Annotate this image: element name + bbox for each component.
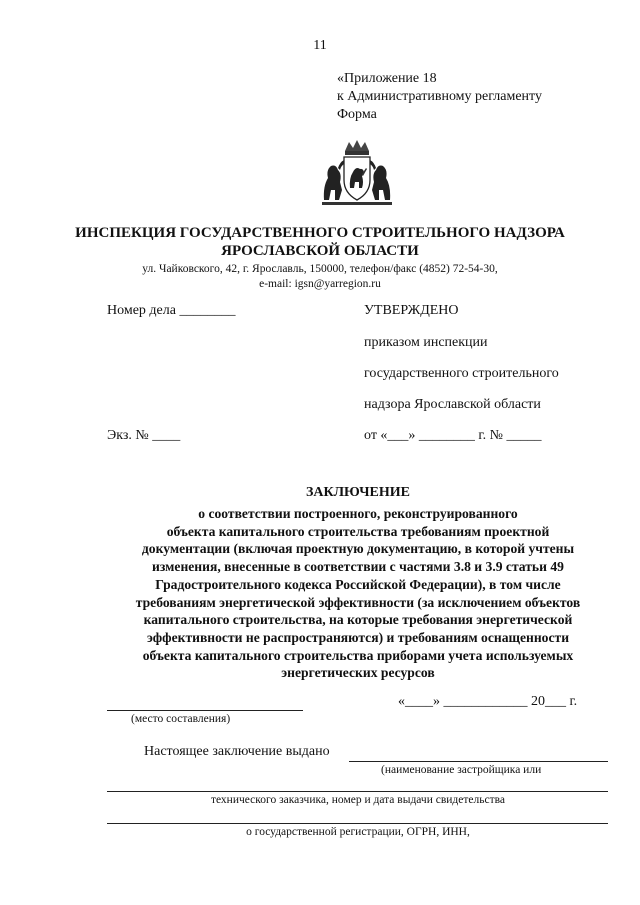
- appendix-header: [337, 70, 542, 124]
- approval-date-line: от «___» ________ г. № _____: [364, 428, 542, 443]
- approval-line-2: государственного строительного: [364, 366, 559, 381]
- issued-to-caption-2: технического заказчика, номер и дата выдачи свидетельства: [210, 794, 506, 806]
- organization-name-line-1: ИНСПЕКЦИЯ ГОСУДАРСТВЕННОГО СТРОИТЕЛЬНОГО НАДЗОРА: [75, 225, 565, 241]
- issued-to-field-line-2[interactable]: [107, 791, 608, 792]
- conclusion-line: изменения, внесенные в соответствии с частями 3.8 и 3.9 статьи 49: [152, 559, 564, 575]
- conclusion-subject: [0, 505, 640, 682]
- approval-line-1: приказом инспекции: [364, 335, 488, 350]
- issued-to-label: Настоящее заключение выдано: [144, 744, 330, 759]
- conclusion-line: эффективности не распространяются) и требованиям оснащенности: [146, 629, 570, 645]
- conclusion-line: о соответствии построенного, реконструированного: [198, 506, 518, 521]
- issued-to-field-line-3[interactable]: [107, 823, 608, 824]
- page-number: 11: [313, 38, 327, 53]
- date-field: «____» ____________ 20___ г.: [398, 694, 578, 709]
- issued-to-caption-1: (наименование застройщика или: [381, 764, 542, 776]
- place-field-line[interactable]: [107, 710, 303, 711]
- approval-title: УТВЕРЖДЕНО: [364, 303, 459, 318]
- appendix-line-2: к Административному регламенту: [337, 89, 542, 104]
- organization-name: [0, 224, 640, 260]
- conclusion-line: объекта капитального строительства приборами учета используемых: [142, 647, 574, 663]
- conclusion-line: энергетических ресурсов: [281, 665, 435, 681]
- place-caption: (место составления): [131, 713, 231, 725]
- conclusion-line: Градостроительного кодекса Российской Федерации), в том числе: [155, 576, 561, 592]
- conclusion-line: требованиям энергетической эффективности (за исключением объектов: [135, 594, 581, 610]
- copy-number-field: Экз. № ____: [107, 428, 181, 443]
- organization-email: e-mail: igsn@yarregion.ru: [259, 278, 381, 290]
- case-number-field: Номер дела ________: [107, 303, 236, 318]
- issued-to-field-line[interactable]: [349, 761, 608, 762]
- appendix-line-3: Форма: [337, 107, 377, 122]
- approval-line-3: надзора Ярославской области: [364, 397, 541, 412]
- coat-of-arms-icon: [318, 138, 396, 208]
- conclusion-title: ЗАКЛЮЧЕНИЕ: [305, 485, 411, 500]
- conclusion-line: объекта капитального строительства требованиям проектной: [166, 523, 550, 539]
- conclusion-line: капитального строительства, на которые требования энергетической: [143, 612, 573, 628]
- organization-contacts: [0, 262, 640, 292]
- conclusion-line: документации (включая проектную документацию, в которой учтены: [141, 541, 575, 557]
- appendix-line-1: «Приложение 18: [337, 71, 437, 86]
- organization-name-line-2: ЯРОСЛАВСКОЙ ОБЛАСТИ: [221, 243, 419, 259]
- organization-address: ул. Чайковского, 42, г. Ярославль, 150000, телефон/факс (4852) 72-54-30,: [142, 263, 498, 275]
- issued-to-caption-3: о государственной регистрации, ОГРН, ИНН,: [246, 826, 470, 838]
